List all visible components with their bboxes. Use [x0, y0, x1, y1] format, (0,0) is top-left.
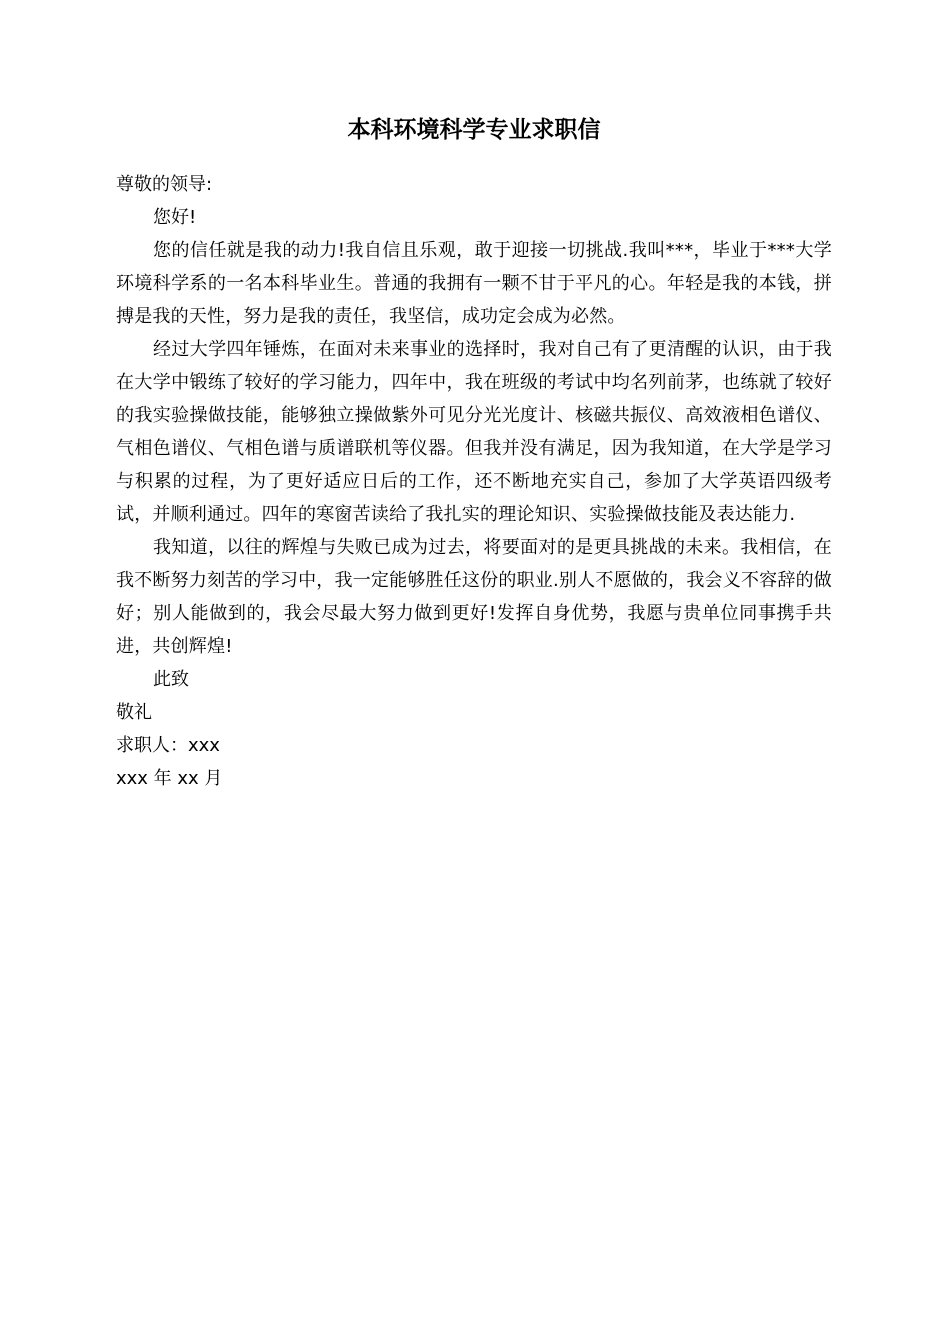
body-paragraph-1: 您的信任就是我的动力!我自信且乐观，敢于迎接一切挑战.我叫***，毕业于***大学环境科学系的一名本科毕业生。普通的我拥有一颗不甘于平凡的心。年轻是我的本钱，拼搏是我的天性，努力是我的责任，我坚信，成功定会成为必然。 — [116, 240, 832, 327]
salutation: 尊敬的领导: — [116, 174, 213, 195]
letter-page — [116, 112, 832, 795]
letter-title: 本科环境科学专业求职信 — [347, 117, 601, 143]
greeting: 您好! — [153, 207, 197, 228]
body-paragraph-3: 我知道，以往的辉煌与失败已成为过去，将要面对的是更具挑战的未来。我相信，在我不断努力刻苦的学习中，我一定能够胜任这份的职业.别人不愿做的，我会义不容辞的做好；别人能做到的，我会尽最大努力做到更好!发挥自身优势，我愿与贵单位同事携手共进，共创辉煌! — [116, 537, 832, 657]
closing-jingli: 敬礼 — [116, 702, 152, 723]
signature: 求职人：xxx — [116, 735, 220, 756]
body-paragraph-2: 经过大学四年锤炼，在面对未来事业的选择时，我对自己有了更清醒的认识，由于我在大学中锻练了较好的学习能力，四年中，我在班级的考试中均名列前茅，也练就了较好的我实验操做技能，能够独立操做紫外可见分光光度计、核磁共振仪、高效液相色谱仪、气相色谱仪、气相色谱与质谱联机等仪器。但我并没有满足，因为我知道，在大学是学习与积累的过程，为了更好适应日后的工作，还不断地充实自己，参加了大学英语四级考试，并顺利通过。四年的寒窗苦读给了我扎实的理论知识、实验操做技能及表达能力. — [116, 339, 832, 525]
date: xxx 年 xx 月 — [116, 768, 223, 789]
closing-cizhi: 此致 — [153, 669, 189, 690]
